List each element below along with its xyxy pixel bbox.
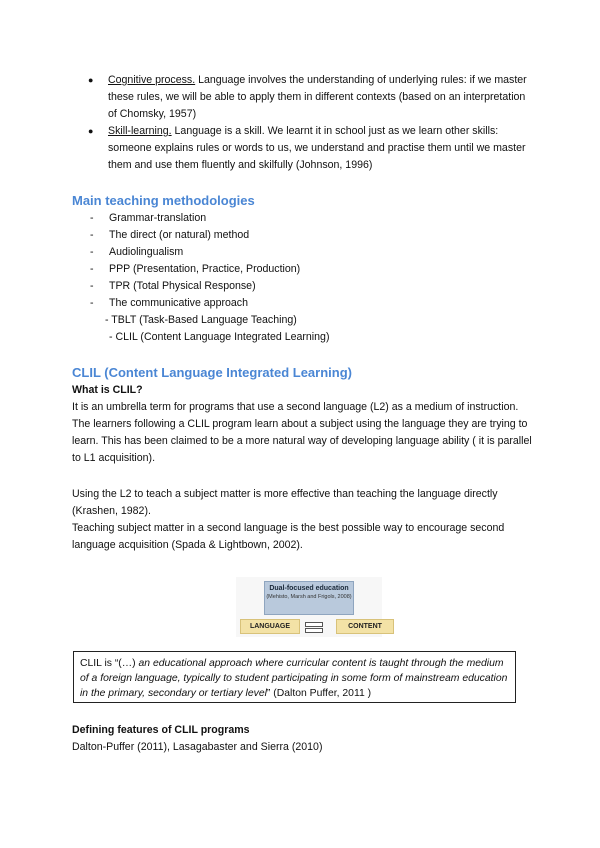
list-item: - TPR (Total Physical Response) (88, 278, 488, 295)
list-item: - PPP (Presentation, Practice, Production) (88, 261, 488, 278)
equals-icon (305, 622, 323, 631)
list-item: - Grammar-translation (88, 210, 488, 227)
theory-bullets (88, 72, 528, 174)
dual-focus-box (264, 581, 354, 615)
sub-item-tblt: - TBLT (Task-Based Language Teaching) (105, 312, 329, 329)
clil-definition-quote (73, 651, 516, 703)
clil-paragraph-2: Using the L2 to teach a subject matter is more effective than teaching the language directly (Krashen, 1982). (72, 488, 498, 517)
methodologies-heading: Main teaching methodologies (72, 193, 255, 208)
quote-lead: CLIL is “(…) (80, 658, 139, 669)
bullet-term: Skill-learning. (108, 125, 172, 137)
bullet-text: Language involves the understanding of underlying rules: if we master these rules, we will be able to apply them in different contexts (based on an interpretation of Chomsky, 1957) (108, 74, 527, 120)
bullet-term: Cognitive process. (108, 74, 196, 86)
what-is-clil-heading: What is CLIL? (72, 384, 143, 396)
methodologies-sublist (88, 312, 329, 346)
diagram-subtitle: (Mehisto, Marsh and Frigols, 2008) (266, 594, 352, 600)
clil-paragraph-3: Teaching subject matter in a second language is the best possible way to encourage second language acquisition (Spada & Lightbown, 2002). (72, 522, 505, 551)
list-item: - The communicative approach (88, 295, 488, 312)
bullet-skill (88, 123, 528, 174)
clil-paragraph-1: It is an umbrella term for programs that use a second language (L2) as a medium of instruction. The learners following a CLIL program learn about a subject using the language they are trying to learn. This has been claimed to be a more natural way of developing language ability ( it is parallel to L1 acquisition). (72, 401, 532, 464)
list-item: - The direct (or natural) method (88, 227, 488, 244)
sub-item-clil: - CLIL (Content Language Integrated Learning) (109, 329, 329, 346)
content-tag: CONTENT (336, 619, 394, 634)
clil-heading: CLIL (Content Language Integrated Learning) (72, 365, 352, 380)
methodologies-list (88, 210, 488, 312)
bullet-text: Language is a skill. We learnt it in school just as we learn other skills: someone explains rules or words to us, we understand and practise them until we master them and use them fluently and skilfully (Johnson, 1996) (108, 125, 526, 171)
defining-features-heading: Defining features of CLIL programs (72, 724, 250, 736)
list-item: - Audiolingualism (88, 244, 488, 261)
language-tag: LANGUAGE (240, 619, 300, 634)
dual-focus-diagram (236, 577, 382, 637)
defining-features-refs: Dalton-Puffer (2011), Lasagabaster and Sierra (2010) (72, 741, 323, 753)
bullet-cognitive (88, 72, 528, 123)
diagram-title: Dual-focused education (269, 585, 349, 592)
quote-citation: ” (Dalton Puffer, 2011 ) (266, 688, 372, 699)
quote-body: an educational approach where curricular content is taught through the medium of a foreign language, typically to student participating in some form of mainstream education in the primary, secondary or tertiary level (80, 658, 508, 699)
